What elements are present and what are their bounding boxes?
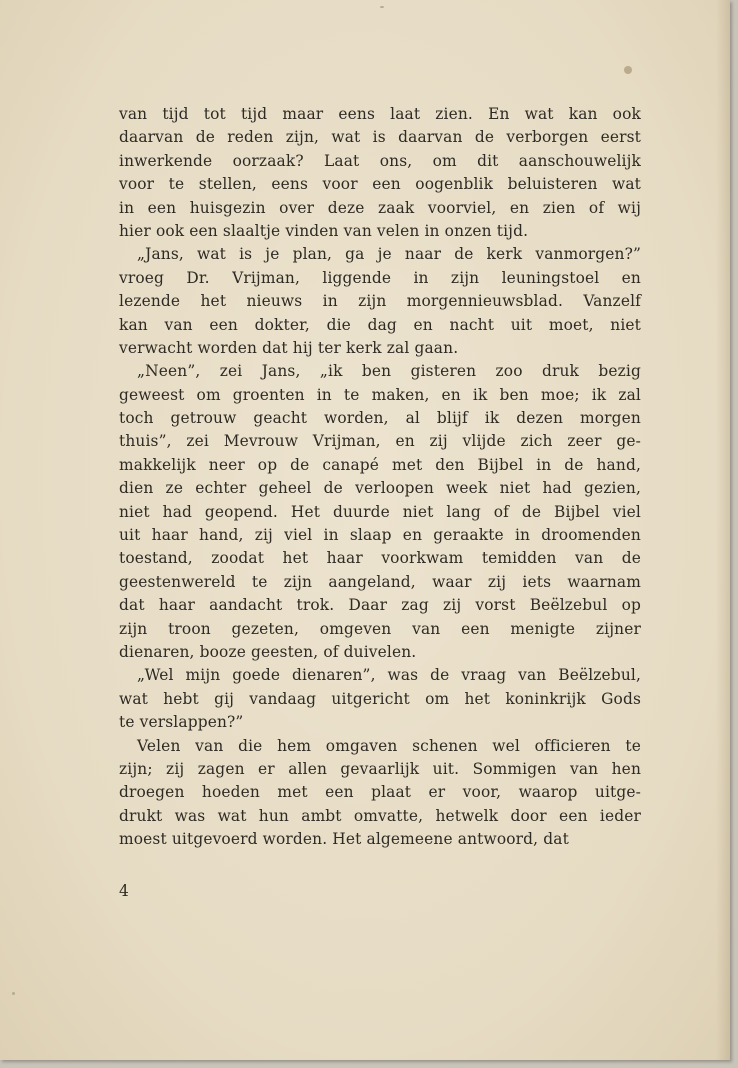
text-line: „Neen”, zei Jans, „ik ben gisteren zoo druk bezig	[137, 362, 641, 381]
text-line: geestenwereld te zijn aangeland, waar zij iets waarnam	[119, 572, 641, 591]
text-line: in een huisgezin over deze zaak voorviel, en zien of wij	[119, 198, 641, 217]
paper-speck	[380, 6, 384, 8]
text-line: wat hebt gij vandaag uitgericht om het koninkrijk Gods	[119, 689, 641, 708]
text-line: lezende het nieuws in zijn morgennieuwsblad. Vanzelf	[119, 292, 641, 311]
text-line: inwerkende oorzaak? Laat ons, om dit aanschouwelijk	[119, 151, 641, 170]
text-line: makkelijk neer op de canapé met den Bijbel in de hand,	[119, 455, 641, 474]
text-line: vroeg Dr. Vrijman, liggende in zijn leuningstoel en	[119, 268, 641, 287]
paragraph	[119, 735, 641, 852]
paragraph	[119, 360, 641, 664]
text-line: hier ook een slaaltje vinden van velen in onzen tijd.	[119, 221, 529, 240]
text-line: thuis”, zei Mevrouw Vrijman, en zij vlijde zich zeer ge-	[119, 432, 641, 451]
text-line: moest uitgevoerd worden. Het algemeene antwoord, dat	[119, 830, 569, 849]
text-line: toestand, zoodat het haar voorkwam temidden van de	[119, 549, 641, 568]
text-line: dat haar aandacht trok. Daar zag zij vorst Beëlzebul op	[119, 596, 641, 615]
text-line: dien ze echter geheel de verloopen week niet had gezien,	[119, 479, 641, 498]
text-line: van tijd tot tijd maar eens laat zien. En wat kan ook	[119, 105, 641, 123]
text-line: toch getrouw geacht worden, al blijf ik dezen morgen	[119, 409, 641, 428]
page-number: 4	[119, 882, 129, 900]
body-text	[119, 103, 641, 852]
text-line: daarvan de reden zijn, wat is daarvan de verborgen eerst	[119, 128, 641, 147]
text-line: zijn; zij zagen er allen gevaarlijk uit. Sommigen van hen	[119, 759, 641, 778]
text-line: geweest om groenten in te maken, en ik ben moe; ik zal	[119, 385, 641, 404]
text-line: voor te stellen, eens voor een oogenblik beluisteren wat	[119, 175, 641, 194]
text-line: te verslappen?”	[119, 713, 244, 732]
paper-speck	[12, 992, 15, 995]
text-line: dienaren, booze geesten, of duivelen.	[119, 642, 417, 661]
text-line: uit haar hand, zij viel in slaap en geraakte in droomenden	[119, 526, 641, 545]
text-line: „Jans, wat is je plan, ga je naar de kerk vanmorgen?”	[137, 245, 641, 264]
text-line: drukt was wat hun ambt omvatte, hetwelk door een ieder	[119, 806, 641, 825]
paragraph	[119, 103, 641, 243]
paragraph	[119, 243, 641, 360]
text-line: verwacht worden dat hij ter kerk zal gaan.	[119, 338, 459, 357]
paragraph	[119, 664, 641, 734]
text-line: niet had geopend. Het duurde niet lang of de Bijbel viel	[119, 502, 641, 521]
paper-speck	[624, 66, 632, 74]
page-edge-shadow	[716, 0, 730, 1060]
text-line: Velen van die hem omgaven schenen wel officieren te	[137, 736, 641, 755]
text-line: „Wel mijn goede dienaren”, was de vraag van Beëlzebul,	[137, 666, 641, 685]
text-line: droegen hoeden met een plaat er voor, waarop uitge-	[119, 783, 641, 802]
text-line: kan van een dokter, die dag en nacht uit moet, niet	[119, 315, 641, 334]
text-line: zijn troon gezeten, omgeven van een menigte zijner	[119, 619, 641, 638]
